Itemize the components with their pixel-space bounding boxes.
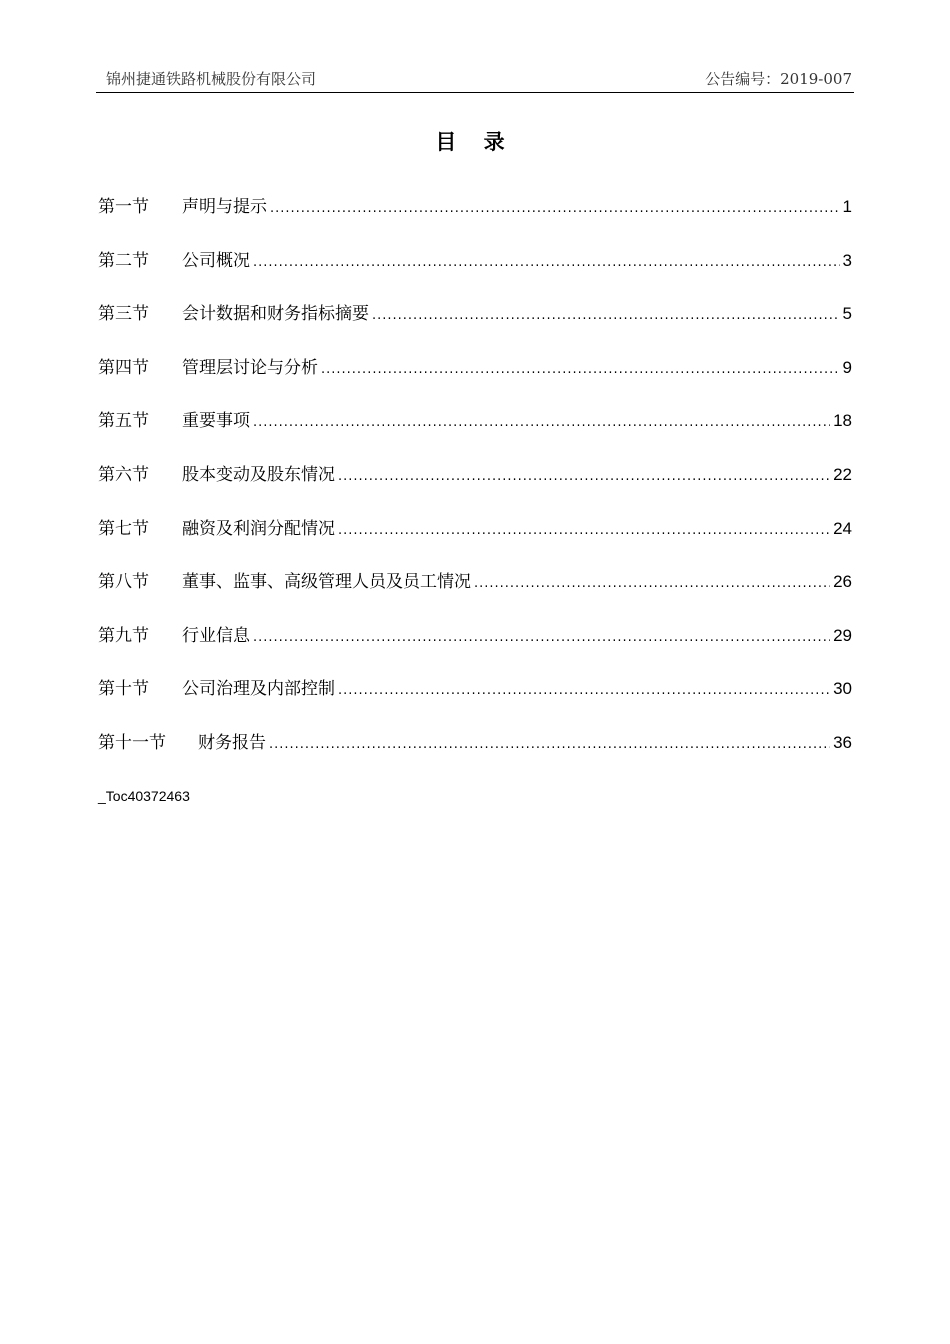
- toc-leader: [338, 523, 830, 538]
- toc-section-name: 股本变动及股东情况: [182, 464, 335, 485]
- toc-entry[interactable]: [98, 728, 852, 782]
- toc-leader: [474, 576, 830, 591]
- toc-page-number: 24: [833, 518, 852, 538]
- toc-section-number: 第一节: [98, 197, 149, 217]
- toc-entry[interactable]: [98, 621, 852, 675]
- toc-page-number: 9: [842, 357, 852, 377]
- toc-section-number: 第四节: [98, 357, 149, 378]
- page-header: [96, 66, 854, 93]
- table-of-contents: [98, 192, 852, 782]
- toc-page-number: 26: [833, 572, 852, 592]
- toc-section-name: 重要事项: [182, 411, 250, 432]
- toc-section-number: 第三节: [98, 304, 149, 325]
- toc-entry[interactable]: [98, 514, 852, 568]
- toc-section-number: 第八节: [98, 572, 149, 593]
- toc-section-name: 融资及利润分配情况: [182, 518, 335, 539]
- company-name: 锦州捷通铁路机械股份有限公司: [106, 70, 317, 88]
- toc-entry[interactable]: [98, 460, 852, 514]
- toc-section-number: 第六节: [98, 464, 149, 485]
- toc-section-name: 管理层讨论与分析: [182, 357, 318, 378]
- toc-page-number: 3: [842, 250, 852, 270]
- bookmark-label: _Toc40372463: [98, 788, 190, 804]
- toc-page-number: 29: [833, 625, 852, 645]
- toc-page-number: 22: [833, 464, 852, 484]
- notice-number: 公告编号：2019-007: [705, 70, 852, 88]
- toc-section-number: 第九节: [98, 625, 149, 646]
- toc-leader: [269, 737, 830, 752]
- toc-entry[interactable]: [98, 246, 852, 300]
- toc-page-number: 18: [833, 411, 852, 431]
- toc-title: 目 录: [435, 130, 515, 154]
- toc-section-name: 行业信息: [182, 625, 250, 646]
- toc-section-number: 第十节: [98, 679, 149, 700]
- toc-page-number: 30: [833, 679, 852, 699]
- toc-leader: [253, 630, 830, 645]
- toc-entry[interactable]: [98, 567, 852, 621]
- toc-entry[interactable]: [98, 406, 852, 460]
- toc-entry[interactable]: [98, 353, 852, 407]
- toc-section-number: 第五节: [98, 411, 149, 432]
- toc-leader: [253, 415, 830, 430]
- toc-leader: [372, 308, 840, 323]
- toc-leader: [321, 362, 840, 377]
- toc-leader: [338, 469, 830, 484]
- toc-page-number: 36: [833, 732, 852, 752]
- toc-section-number: 第七节: [98, 518, 149, 539]
- toc-section-name: 会计数据和财务指标摘要: [182, 304, 369, 325]
- toc-section-name: 公司治理及内部控制: [182, 679, 335, 700]
- toc-page-number: 5: [842, 304, 852, 324]
- toc-page-number: 1: [842, 197, 852, 216]
- toc-section-name: 董事、监事、高级管理人员及员工情况: [182, 572, 471, 593]
- toc-section-name: 财务报告: [198, 732, 266, 753]
- toc-section-name: 公司概况: [182, 250, 250, 271]
- toc-section-number: 第二节: [98, 250, 149, 271]
- toc-leader: [338, 683, 830, 698]
- toc-section-name: 声明与提示: [182, 197, 267, 217]
- toc-leader: [253, 255, 840, 270]
- toc-entry[interactable]: [98, 674, 852, 728]
- toc-leader: [270, 201, 840, 216]
- toc-section-number: 第十一节: [98, 732, 166, 753]
- toc-entry[interactable]: [98, 192, 852, 246]
- toc-entry[interactable]: [98, 299, 852, 353]
